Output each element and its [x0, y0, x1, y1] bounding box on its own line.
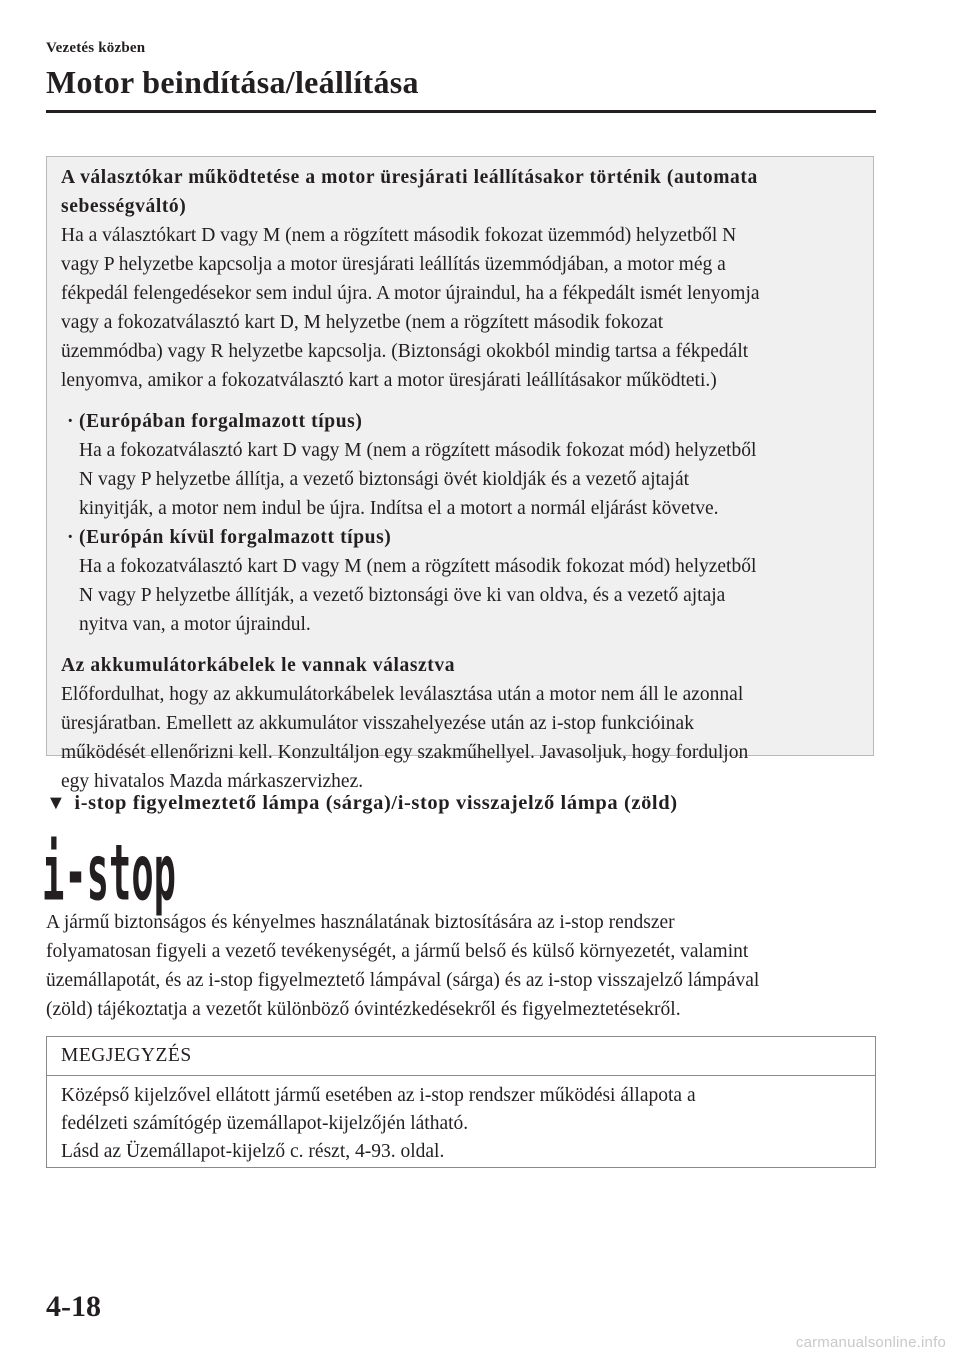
caution-para-line: üzemmódba) vagy R helyzetbe kapcsolja. (Biztonsági okokból mindig tartsa a fékpedált	[61, 341, 749, 362]
note-body	[47, 1076, 875, 1166]
battery-para-line: egy hivatalos Mazda márkaszervizhez.	[61, 771, 364, 792]
battery-para-line: üresjáratban. Emellett az akkumulátor visszahelyezése után az i-stop funkcióinak	[61, 713, 694, 734]
note-box	[46, 1036, 876, 1168]
caution-box	[46, 156, 874, 792]
bullet-line: Ha a fokozatválasztó kart D vagy M (nem a rögzített második fokozat mód) helyzetből	[79, 556, 757, 577]
watermark: carmanualsonline.info	[795, 1334, 946, 1351]
battery-heading: Az akkumulátorkábelek le vannak választva	[61, 655, 456, 676]
page-number: 4-18	[46, 1290, 101, 1323]
caution-para-line: vagy a fokozatválasztó kart D, M helyzetbe (nem a rögzített második fokozat	[61, 312, 664, 333]
lamp-heading-text: i-stop figyelmeztető lámpa (sárga)/i-stop visszajelző lámpa (zöld)	[74, 792, 678, 814]
note-line: Középső kijelzővel ellátott jármű esetében az i-stop rendszer működési állapota a	[61, 1085, 696, 1106]
note-header: MEGJEGYZÉS	[47, 1037, 875, 1076]
caution-para-line: Ha a választókart D vagy M (nem a rögzített második fokozat üzemmód) helyzetből N	[61, 225, 737, 246]
bullet-line: Ha a fokozatválasztó kart D vagy M (nem a rögzített második fokozat mód) helyzetből	[79, 440, 757, 461]
battery-para-line: működését ellenőrizni kell. Konzultáljon egy szakműhellyel. Javasoljuk, hogy forduljon	[61, 742, 749, 763]
bullet-title: (Európán kívül forgalmazott típus)	[79, 527, 392, 548]
bullet-europe	[61, 407, 859, 523]
body-line: üzemállapotát, és az i-stop figyelmeztető lámpával (sárga) és az i-stop visszajelző lámpával	[46, 970, 760, 991]
battery-para-line: Előfordulhat, hogy az akkumulátorkábelek leválasztása után a motor nem áll le azonnal	[61, 684, 744, 705]
i-stop-logo-text: i-stop	[42, 827, 176, 918]
bullet-line: nyitva van, a motor újraindul.	[79, 614, 311, 635]
caution-heading-line-2: sebességváltó)	[61, 196, 187, 217]
lamp-section-heading	[46, 788, 678, 818]
title-rule	[46, 110, 876, 113]
note-line: Lásd az Üzemállapot-kijelző c. részt, 4-93. oldal.	[61, 1141, 445, 1162]
lamp-body-text	[46, 908, 876, 1024]
bullet-marker: ·	[67, 527, 74, 548]
bullet-line: N vagy P helyzetbe állítják, a vezető biztonsági öve ki van oldva, és a vezető ajtaja	[79, 585, 726, 606]
body-line: A jármű biztonságos és kényelmes használatának biztosítására az i-stop rendszer	[46, 912, 675, 933]
bullet-non-europe	[61, 523, 859, 639]
body-line: (zöld) tájékoztatja a vezetőt különböző óvintézkedésekről és figyelmeztetésekről.	[46, 999, 681, 1020]
caution-heading-line-1: A választókar működtetése a motor üresjárati leállításakor történik (automata	[61, 167, 758, 188]
body-line: folyamatosan figyeli a vezető tevékenységét, a jármű belső és külső környezetét, valamint	[46, 941, 749, 962]
bullet-line: kinyitják, a motor nem indul be újra. Indítsa el a motort a normál eljárást követve.	[79, 498, 719, 519]
note-line: fedélzeti számítógép üzemállapot-kijelzőjén látható.	[61, 1113, 469, 1134]
caution-para-line: lenyomva, amikor a fokozatválasztó kart a motor üresjárati leállításakor működteti.)	[61, 370, 717, 391]
caution-para-line: vagy P helyzetbe kapcsolja a motor üresjárati leállítás üzemmódjában, a motor még a	[61, 254, 726, 275]
i-stop-logo-icon	[40, 826, 180, 918]
triangle-down-icon: ▼	[46, 792, 67, 814]
bullet-marker: ·	[67, 411, 74, 432]
page-title: Motor beindítása/leállítása	[46, 64, 419, 100]
section-label: Vezetés közben	[46, 40, 146, 56]
caution-para-line: fékpedál felengedésekor sem indul újra. A motor újraindul, ha a fékpedált ismét lenyomja	[61, 283, 760, 304]
bullet-title: (Európában forgalmazott típus)	[79, 411, 363, 432]
bullet-line: N vagy P helyzetbe állítja, a vezető biztonsági övét kioldják és a vezető ajtaját	[79, 469, 690, 490]
